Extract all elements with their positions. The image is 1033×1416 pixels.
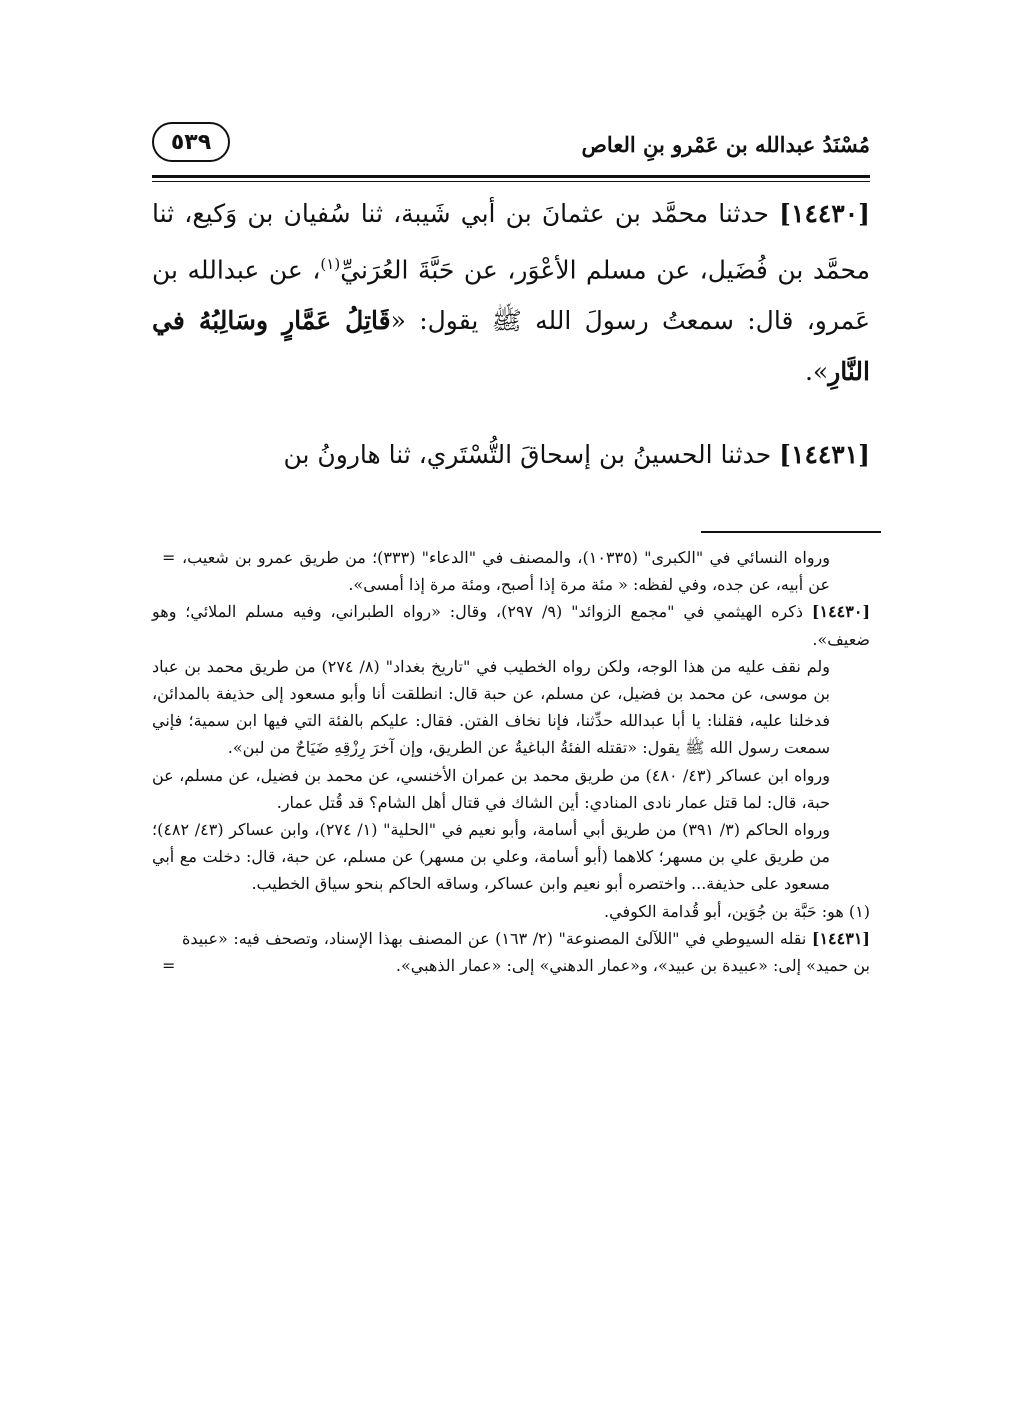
- footnote-text: ورواه الحاكم (٣/ ٣٩١) من طريق أبي أسامة، وأبو نعيم في "الحلية" (١/ ٢٧٤)، وابن عساكر (٤٣/ ٤٨٢)؛ من طريق علي بن مسهر؛ كلاهما (أبو أسامة، وعلي بن مسهر) عن مسلم، عن حبة، قال: دخلت مع أبي مسعود على حذيفة... واختصره أبو نعيم وابن عساكر، وساقه الحاكم بنحو سياق الخطيب.: [152, 820, 831, 894]
- footnote-text: نقله السيوطي في "اللآلئ المصنوعة" (٢/ ١٦٣) عن المصنف بهذا الإسناد، وتصحف فيه: «عبيدة بن حميد» إلى: «عبيدة بن عبيد»، و«عمار الدهني» إلى: «عمار الذهبي».: [182, 928, 870, 976]
- footnote-text: هو: حَبَّة بن جُوَين، أبو قُدامة الكوفي.: [604, 901, 849, 921]
- header-rule: [152, 175, 870, 178]
- hadith-14431: [152, 429, 870, 480]
- hadith-14430: [152, 188, 870, 397]
- page-header: [152, 112, 870, 172]
- hadith-number: [١٤٤٣٠]: [779, 199, 870, 228]
- footnote-continuation: [152, 544, 870, 598]
- footnote-ref: (١): [320, 255, 341, 273]
- footnote-14431: [152, 925, 870, 979]
- hadith-text: حدثنا محمَّد بن عثمانَ بن أبي شَيبة، ثنا سُفيان بن وَكيع، ثنا محمَّد بن فُضَيل، عن مسلم الأعْوَر، عن حَبَّةَ العُرَنيِّ: [152, 199, 871, 285]
- footnote-paragraph: [152, 762, 870, 816]
- footnote-1: [152, 898, 870, 925]
- continuation-mark: =: [162, 548, 176, 567]
- continuation-mark: =: [162, 956, 176, 976]
- footnote-text: ذكره الهيثمي في "مجمع الزوائد" (٩/ ٢٩٧)، وقال: «رواه الطبراني، وفيه مسلم الملائي؛ وهو ضعيف».: [152, 602, 870, 649]
- hadith-end: ».: [804, 357, 829, 387]
- running-title: مُسْنَدُ عبدالله بن عَمْرو بنِ العاص: [581, 132, 870, 157]
- page-number: ٥٣٩: [152, 122, 230, 162]
- header-rule-thin: [152, 181, 870, 182]
- hadith-number: [١٤٤٣١]: [779, 440, 870, 470]
- footnote-text: ولم نقف عليه من هذا الوجه، ولكن رواه الخطيب في "تاريخ بغداد" (٨/ ٢٧٤) من طريق محمد بن عباد بن موسى، عن محمد بن فضيل، عن مسلم، عن حبة قال: انطلقت أنا وأبو مسعود إلى حذيفة بالمدائن، فدخلنا عليه، فقلنا: يا أبا عبدالله حدِّثنا، فإنا نخاف الفتن. فقال: عليكم بالفئة التي فيها ابن سمية؛ فإني سمعت رسول الله ﷺ يقول: «تقتله الفئةُ الباغيةُ عن الطريق، وإن آخرَ رِزْقِهِ ضَيَاحٌ من لبن».: [152, 656, 831, 758]
- hadith-text-cont: ، عن عبدالله بن عَمرو، قال: سمعتُ رسولَ الله ﷺ يقول: «: [152, 255, 870, 336]
- main-text: [152, 188, 870, 480]
- footnote-text: ورواه النسائي في "الكبرى" (١٠٣٣٥)، والمصنف في "الدعاء" (٣٣٣)؛ من طريق عمرو بن شعيب، عن أبيه، عن جده، وفي لفظه: « مئة مرة إذا أصبح، ومئة مرة إذا أمسى».: [182, 548, 830, 595]
- hadith-quote: قَاتِلُ عَمَّارٍ وسَالِبُهُ في النَّارِ: [152, 306, 870, 387]
- footnote-label: (١): [848, 901, 870, 921]
- footnote-label: [١٤٤٣١]: [811, 928, 870, 948]
- footnote-label: [١٤٤٣٠]: [811, 602, 871, 622]
- footnotes: [152, 544, 870, 979]
- hadith-text: حدثنا الحسينُ بن إسحاقَ التُّسْتَري، ثنا هارونُ بن: [283, 440, 780, 470]
- footnote-paragraph: [152, 653, 870, 762]
- footnote-paragraph: [152, 816, 870, 898]
- footnote-separator: [701, 531, 881, 533]
- footnote-14430: [152, 598, 870, 652]
- footnote-text: ورواه ابن عساكر (٤٣/ ٤٨٠) من طريق محمد بن عمران الأخنسي، عن محمد بن فضيل، عن مسلم، عن حبة، قال: لما قتل عمار نادى المنادي: أين الشاك في قتال أهل الشام؟ قد قُتل عمار.: [152, 765, 830, 812]
